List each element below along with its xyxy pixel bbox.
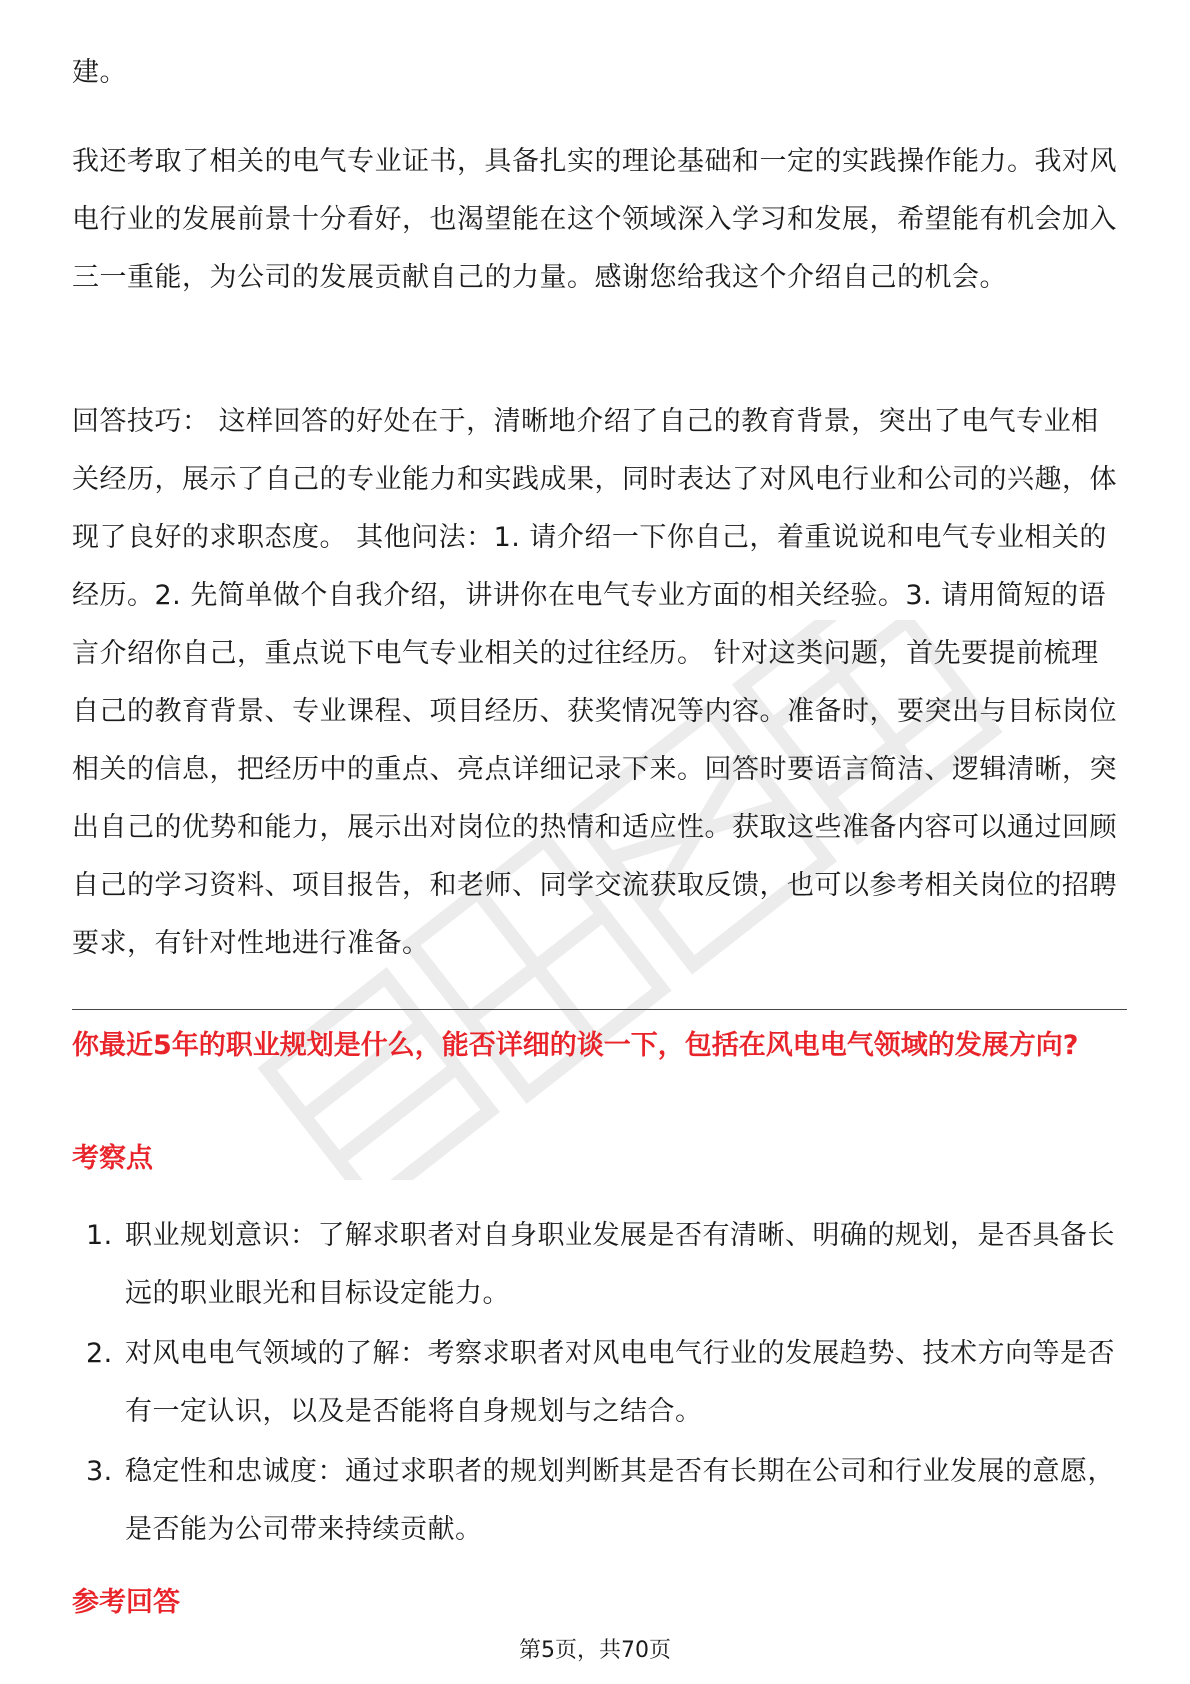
list-item-text: 职业规划意识：了解求职者对自身职业发展是否有清晰、明确的规划，是否具备长远的职业眼光和目标设定能力。 [125,1220,1115,1309]
list-item-text: 对风电电气领域的了解：考察求职者对风电电气行业的发展趋势、技术方向等是否有一定认识，以及是否能将自身规划与之结合。 [125,1338,1115,1427]
list-item [72,1207,1127,1323]
list-item-number: 3. [86,1456,113,1487]
page-number-footer: 第5页，共70页 [519,1638,671,1663]
assessment-points-list [72,1207,1127,1561]
paragraph-answer-tips: 回答技巧： 这样回答的好处在于，清晰地介绍了自己的教育背景，突出了电气专业相关经历，展示了自己的专业能力和实践成果，同时表达了对风电行业和公司的兴趣，体现了良好的求职态度。 其他问法：1. 请介绍一下你自己，着重说说和电气专业相关的经历。2. 先简单做个自我介绍，讲讲你在电气专业方面的相关经验。3. 请用简短的语言介绍你自己，重点说下电气专业相关的过往经历。 针对这类问题，首先要提前梳理自己的教育背景、专业课程、项目经历、获奖情况等内容。准备时，要突出与目标岗位相关的信息，把经历中的重点、亮点详细记录下来。回答时要语言简洁、逻辑清晰，突出自己的优势和能力，展示出对岗位的热情和适应性。获取这些准备内容可以通过回顾自己的学习资料、项目报告，和老师、同学交流获取反馈，也可以参考相关岗位的招聘要求，有针对性地进行准备。 [72,406,1117,959]
list-item-text: 稳定性和忠诚度：通过求职者的规划判断其是否有长期在公司和行业发展的意愿，是否能为公司带来持续贡献。 [125,1456,1115,1545]
paragraph-certificates: 我还考取了相关的电气专业证书，具备扎实的理论基础和一定的实践操作能力。我对风电行业的发展前景十分看好，也渴望能在这个领域深入学习和发展，希望能有机会加入三一重能，为公司的发展贡献自己的力量。感谢您给我这个介绍自己的机会。 [72,146,1117,293]
list-item [72,1325,1127,1441]
list-item-number: 1. [86,1220,113,1251]
section-divider [72,1009,1127,1010]
section-title-assessment-points: 考察点 [72,1143,153,1174]
list-item-number: 2. [86,1338,113,1369]
paragraph-continuation: 建。 [72,57,127,88]
list-item [72,1443,1127,1559]
question-heading: 你最近5年的职业规划是什么，能否详细的谈一下，包括在风电电气领域的发展方向? [72,1030,1079,1061]
section-title-reference-answer: 参考回答 [72,1587,180,1618]
